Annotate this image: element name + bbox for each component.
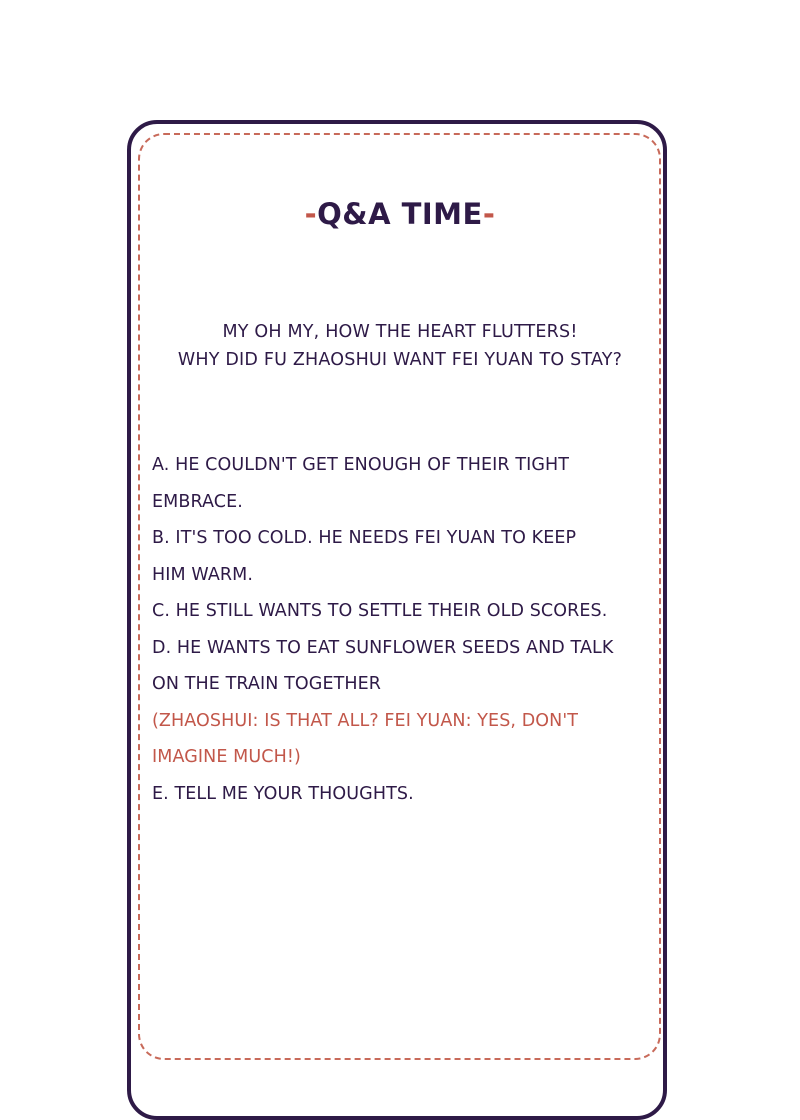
answer-a-line-1: A. HE COULDN'T GET ENOUGH OF THEIR TIGHT [152, 455, 570, 475]
title-right-dash: - [482, 197, 496, 231]
note-line-1: (ZHAOSHUI: IS THAT ALL? FEI YUAN: YES, DON'T [152, 710, 579, 731]
answer-e-line-1: E. TELL ME YOUR THOUGHTS. [152, 783, 414, 804]
answer-c-line-1: C. HE STILL WANTS TO SETTLE THEIR OLD SCORES. [152, 601, 608, 621]
question-line-1: MY OH MY, HOW THE HEART FLUTTERS! [222, 322, 578, 342]
answer-d-line-2: ON THE TRAIN TOGETHER [152, 674, 382, 694]
answer-b-line-1: B. IT'S TOO COLD. HE NEEDS FEI YUAN TO KEEP [152, 528, 577, 548]
answers-list [152, 447, 657, 812]
question-line-2: WHY DID FU ZHAOSHUI WANT FEI YUAN TO STAY? [177, 350, 623, 370]
answer-d-line-1: D. HE WANTS TO EAT SUNFLOWER SEEDS AND TALK [152, 637, 614, 658]
question-block [140, 318, 660, 374]
answer-b-line-2: HIM WARM. [152, 564, 254, 585]
title-left-dash: - [304, 197, 318, 231]
qa-title [0, 194, 800, 234]
answer-a-line-2: EMBRACE. [152, 491, 243, 512]
note-line-2: IMAGINE MUCH!) [152, 747, 301, 767]
title-text: Q&A TIME [317, 197, 483, 231]
